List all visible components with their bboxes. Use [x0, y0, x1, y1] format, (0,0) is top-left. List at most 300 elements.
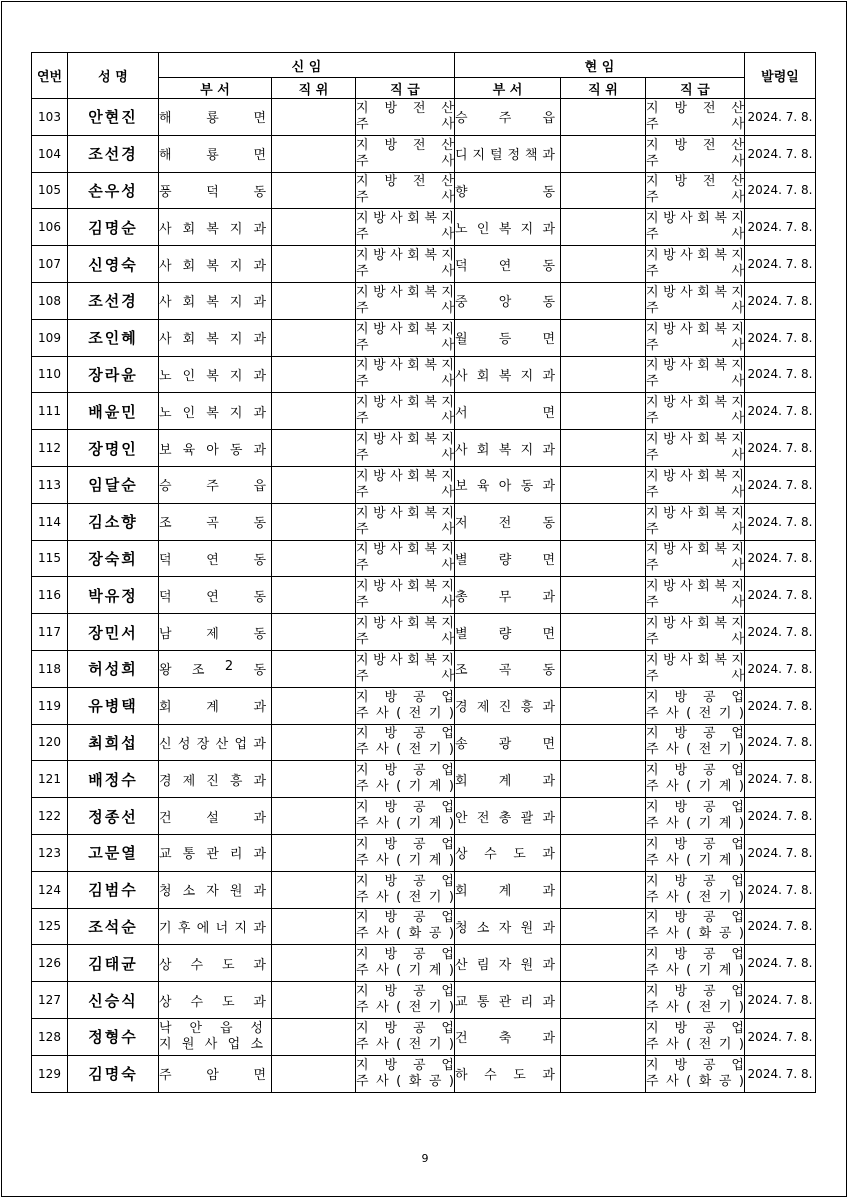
row-number: 104	[32, 135, 68, 172]
row-number: 108	[32, 282, 68, 319]
current-rank	[646, 798, 745, 835]
row-number: 120	[32, 724, 68, 761]
current-position	[561, 687, 646, 724]
person-name: 조석순	[68, 908, 159, 945]
rank-line-2: 주 사	[646, 227, 744, 243]
rank-line-1: 지 방 사 회 복 지	[646, 542, 744, 558]
rank-line-2: 주 사	[356, 632, 454, 648]
rank-line-1: 지 방 사 회 복 지	[356, 432, 454, 448]
person-name: 김명숙	[68, 1055, 159, 1092]
rank-line-2: 주 사	[646, 595, 744, 611]
current-dept	[455, 172, 561, 209]
person-name: 신승식	[68, 982, 159, 1019]
table-row	[32, 687, 816, 724]
rank-line-1: 지 방 전 산	[646, 100, 744, 116]
rank-line-2: 주 사	[356, 337, 454, 353]
current-position	[561, 982, 646, 1019]
current-rank	[646, 1018, 745, 1055]
row-number: 119	[32, 687, 68, 724]
current-position	[561, 319, 646, 356]
rank-line-2: 주 사	[356, 668, 454, 684]
rank-line-1: 지 방 사 회 복 지	[356, 652, 454, 668]
rank-line-2: 주 사	[646, 153, 744, 169]
rank-line-2: 주 사 ( 기 계 )	[646, 816, 744, 832]
rank-line-1: 지 방 사 회 복 지	[356, 211, 454, 227]
spread-text: 사 회 복 지 과	[159, 295, 266, 311]
current-position	[561, 466, 646, 503]
new-dept	[159, 871, 272, 908]
page-number: 9	[421, 1152, 429, 1165]
person-name: 장숙희	[68, 540, 159, 577]
new-rank	[356, 761, 455, 798]
rank-line-1: 지 방 공 업	[356, 873, 454, 889]
current-dept	[455, 650, 561, 687]
spread-text: 상 수 도 과	[159, 957, 266, 973]
rank-line-2: 주 사 ( 기 계 )	[646, 852, 744, 868]
current-rank	[646, 908, 745, 945]
current-dept	[455, 356, 561, 393]
new-rank	[356, 282, 455, 319]
rank-line-1: 지 방 사 회 복 지	[646, 395, 744, 411]
current-dept	[455, 393, 561, 430]
current-dept	[455, 834, 561, 871]
row-number: 125	[32, 908, 68, 945]
rank-line-1: 지 방 공 업	[646, 689, 744, 705]
rank-line-1: 지 방 사 회 복 지	[356, 616, 454, 632]
appointment-date: 2024. 7. 8.	[745, 577, 816, 614]
appointment-date: 2024. 7. 8.	[745, 761, 816, 798]
spread-text: 회 계 과	[455, 884, 555, 900]
rank-line-1: 지 방 공 업	[356, 1020, 454, 1036]
new-position	[272, 982, 356, 1019]
table-row	[32, 761, 816, 798]
rank-line-1: 지 방 사 회 복 지	[646, 505, 744, 521]
header-new-rank: 직 급	[356, 78, 455, 99]
spread-text: 사 회 복 지 과	[159, 221, 266, 237]
rank-line-2: 주 사 ( 전 기 )	[646, 705, 744, 721]
spread-text: 월 등 면	[455, 332, 555, 348]
rank-line-2: 주 사 ( 기 계 )	[646, 779, 744, 795]
rank-line-2: 주 사	[646, 264, 744, 280]
current-dept	[455, 724, 561, 761]
rank-line-2: 주 사	[356, 558, 454, 574]
rank-line-1: 지 방 사 회 복 지	[646, 579, 744, 595]
rank-line-2: 주 사 ( 화 공 )	[356, 926, 454, 942]
new-dept	[159, 945, 272, 982]
spread-text: 하 수 도 과	[455, 1068, 555, 1084]
current-rank	[646, 319, 745, 356]
rank-line-1: 지 방 공 업	[646, 984, 744, 1000]
header-name: 성 명	[68, 53, 159, 99]
spread-text: 청 소 자 원 과	[455, 920, 555, 936]
header-new-dept: 부 서	[159, 78, 272, 99]
row-number: 116	[32, 577, 68, 614]
table-row	[32, 246, 816, 283]
rank-line-1: 지 방 사 회 복 지	[356, 248, 454, 264]
appointment-date: 2024. 7. 8.	[745, 1055, 816, 1092]
personnel-table	[31, 52, 816, 1093]
new-dept	[159, 99, 272, 136]
appointment-date: 2024. 7. 8.	[745, 246, 816, 283]
appointment-date: 2024. 7. 8.	[745, 356, 816, 393]
new-dept	[159, 356, 272, 393]
new-position	[272, 430, 356, 467]
appointment-date: 2024. 7. 8.	[745, 209, 816, 246]
current-position	[561, 282, 646, 319]
header-new-group: 신 임	[159, 53, 455, 78]
current-rank	[646, 282, 745, 319]
current-rank	[646, 614, 745, 651]
current-dept	[455, 99, 561, 136]
header-no: 연번	[32, 53, 68, 99]
rank-line-2: 주 사	[646, 337, 744, 353]
appointment-date: 2024. 7. 8.	[745, 798, 816, 835]
new-rank	[356, 1055, 455, 1092]
new-dept	[159, 466, 272, 503]
person-name: 김태균	[68, 945, 159, 982]
person-name: 조선경	[68, 282, 159, 319]
new-rank	[356, 356, 455, 393]
row-number: 129	[32, 1055, 68, 1092]
spread-text: 회 계 과	[455, 773, 555, 789]
appointment-date: 2024. 7. 8.	[745, 503, 816, 540]
spread-text: 덕 연 동	[455, 258, 555, 274]
current-position	[561, 650, 646, 687]
current-dept	[455, 577, 561, 614]
person-name: 손우성	[68, 172, 159, 209]
current-position	[561, 834, 646, 871]
spread-text: 총 무 과	[455, 589, 555, 605]
rank-line-2: 주 사	[646, 668, 744, 684]
current-dept	[455, 945, 561, 982]
new-dept	[159, 503, 272, 540]
new-dept	[159, 172, 272, 209]
spread-text: 경 제 진 흥 과	[455, 700, 555, 716]
spread-text: 신 성 장 산 업 과	[159, 736, 266, 752]
spread-text: 교 통 관 리 과	[159, 847, 266, 863]
current-position	[561, 393, 646, 430]
current-position	[561, 209, 646, 246]
new-rank	[356, 135, 455, 172]
appointment-date: 2024. 7. 8.	[745, 466, 816, 503]
rank-line-1: 지 방 공 업	[646, 910, 744, 926]
appointment-date: 2024. 7. 8.	[745, 99, 816, 136]
current-position	[561, 246, 646, 283]
rank-line-2: 주 사	[646, 558, 744, 574]
rank-line-2: 주 사	[356, 227, 454, 243]
rank-line-2: 주 사	[356, 264, 454, 280]
new-rank	[356, 798, 455, 835]
table-row	[32, 135, 816, 172]
header-new-position: 직 위	[272, 78, 356, 99]
spread-text: 승 주 읍	[159, 479, 266, 495]
current-rank	[646, 99, 745, 136]
rank-line-1: 지 방 사 회 복 지	[356, 284, 454, 300]
rank-line-2: 주 사	[646, 190, 744, 206]
rank-line-1: 지 방 사 회 복 지	[356, 358, 454, 374]
new-position	[272, 172, 356, 209]
current-dept	[455, 1018, 561, 1055]
table-row	[32, 650, 816, 687]
rank-line-1: 지 방 공 업	[646, 800, 744, 816]
rank-line-2: 주 사	[646, 411, 744, 427]
appointment-date: 2024. 7. 8.	[745, 282, 816, 319]
current-rank	[646, 209, 745, 246]
rank-line-1: 지 방 사 회 복 지	[646, 211, 744, 227]
rank-line-2: 지 원 사 업 소	[159, 1036, 263, 1052]
rank-line-1: 지 방 공 업	[356, 984, 454, 1000]
row-number: 103	[32, 99, 68, 136]
new-position	[272, 908, 356, 945]
rank-line-1: 지 방 사 회 복 지	[646, 358, 744, 374]
rank-line-2: 주 사 ( 전 기 )	[646, 889, 744, 905]
appointment-date: 2024. 7. 8.	[745, 1018, 816, 1055]
person-name: 장민서	[68, 614, 159, 651]
rank-line-1: 지 방 공 업	[646, 873, 744, 889]
header-date: 발령일	[745, 53, 816, 99]
table-row	[32, 503, 816, 540]
appointment-date: 2024. 7. 8.	[745, 908, 816, 945]
rank-line-2: 주 사 ( 기 계 )	[356, 816, 454, 832]
rank-line-1: 지 방 공 업	[356, 689, 454, 705]
current-position	[561, 798, 646, 835]
appointment-date: 2024. 7. 8.	[745, 172, 816, 209]
appointment-date: 2024. 7. 8.	[745, 945, 816, 982]
row-number: 126	[32, 945, 68, 982]
person-name: 안현진	[68, 99, 159, 136]
table-row	[32, 99, 816, 136]
new-dept	[159, 798, 272, 835]
table-row	[32, 724, 816, 761]
person-name: 배정수	[68, 761, 159, 798]
table-row	[32, 430, 816, 467]
new-rank	[356, 540, 455, 577]
spread-text: 사 회 복 지 과	[159, 258, 266, 274]
current-dept	[455, 798, 561, 835]
rank-line-2: 주 사	[356, 595, 454, 611]
spread-text: 조 곡 동	[159, 516, 266, 532]
rank-line-1: 지 방 사 회 복 지	[356, 579, 454, 595]
current-position	[561, 908, 646, 945]
new-dept	[159, 687, 272, 724]
current-dept	[455, 282, 561, 319]
rank-line-1: 지 방 사 회 복 지	[356, 468, 454, 484]
row-number: 112	[32, 430, 68, 467]
table-row	[32, 577, 816, 614]
current-rank	[646, 430, 745, 467]
rank-line-2: 주 사	[356, 116, 454, 132]
spread-text: 중 앙 동	[455, 295, 555, 311]
current-rank	[646, 687, 745, 724]
current-dept	[455, 466, 561, 503]
row-number: 122	[32, 798, 68, 835]
rank-line-2: 주 사	[646, 632, 744, 648]
new-dept	[159, 1055, 272, 1092]
current-dept	[455, 1055, 561, 1092]
new-dept	[159, 650, 272, 687]
rank-line-1: 지 방 전 산	[356, 174, 454, 190]
rank-line-1: 지 방 전 산	[356, 137, 454, 153]
current-rank	[646, 172, 745, 209]
table-row	[32, 209, 816, 246]
current-rank	[646, 540, 745, 577]
spread-text: 산 림 자 원 과	[455, 957, 555, 973]
rank-line-1: 지 방 공 업	[356, 726, 454, 742]
new-position	[272, 503, 356, 540]
current-position	[561, 503, 646, 540]
person-name: 조선경	[68, 135, 159, 172]
spread-text: 건 축 과	[455, 1031, 555, 1047]
new-dept	[159, 834, 272, 871]
rank-line-1: 지 방 전 산	[356, 100, 454, 116]
current-rank	[646, 945, 745, 982]
table-body	[32, 99, 816, 1093]
spread-text: 별 량 면	[455, 552, 555, 568]
current-position	[561, 430, 646, 467]
appointment-date: 2024. 7. 8.	[745, 430, 816, 467]
current-position	[561, 135, 646, 172]
new-position	[272, 246, 356, 283]
rank-line-1: 지 방 공 업	[356, 910, 454, 926]
current-rank	[646, 356, 745, 393]
new-rank	[356, 1018, 455, 1055]
row-number: 123	[32, 834, 68, 871]
current-dept	[455, 614, 561, 651]
table-row	[32, 614, 816, 651]
person-name: 조인혜	[68, 319, 159, 356]
table-row	[32, 945, 816, 982]
current-position	[561, 871, 646, 908]
rank-line-2: 주 사 ( 기 계 )	[356, 852, 454, 868]
spread-text: 노 인 복 지 과	[159, 368, 266, 384]
rank-line-1: 지 방 사 회 복 지	[646, 321, 744, 337]
current-dept	[455, 319, 561, 356]
new-rank	[356, 871, 455, 908]
appointment-date: 2024. 7. 8.	[745, 650, 816, 687]
new-rank	[356, 246, 455, 283]
row-number: 105	[32, 172, 68, 209]
row-number: 115	[32, 540, 68, 577]
row-number: 118	[32, 650, 68, 687]
rank-line-1: 지 방 사 회 복 지	[646, 432, 744, 448]
row-number: 109	[32, 319, 68, 356]
rank-line-2: 주 사 ( 전 기 )	[356, 705, 454, 721]
table-row	[32, 282, 816, 319]
new-position	[272, 614, 356, 651]
table-row	[32, 540, 816, 577]
rank-line-1: 지 방 공 업	[646, 947, 744, 963]
rank-line-1: 지 방 사 회 복 지	[356, 542, 454, 558]
new-rank	[356, 466, 455, 503]
current-position	[561, 540, 646, 577]
new-position	[272, 650, 356, 687]
new-dept	[159, 724, 272, 761]
spread-text: 사 회 복 지 과	[159, 332, 266, 348]
person-name: 신영숙	[68, 246, 159, 283]
new-position	[272, 466, 356, 503]
current-position	[561, 356, 646, 393]
new-rank	[356, 99, 455, 136]
rank-line-1: 지 방 공 업	[646, 726, 744, 742]
rank-line-1: 지 방 공 업	[646, 1020, 744, 1036]
new-dept	[159, 614, 272, 651]
rank-line-2: 주 사	[356, 300, 454, 316]
spread-text: 서 면	[455, 405, 555, 421]
rank-line-1: 지 방 공 업	[356, 947, 454, 963]
new-dept	[159, 246, 272, 283]
spread-text: 안 전 총 괄 과	[455, 810, 555, 826]
new-rank	[356, 908, 455, 945]
new-dept	[159, 908, 272, 945]
new-position	[272, 393, 356, 430]
spread-text: 회 계 과	[159, 700, 266, 716]
new-position	[272, 798, 356, 835]
rank-line-2: 주 사	[646, 374, 744, 390]
row-number: 127	[32, 982, 68, 1019]
current-dept	[455, 908, 561, 945]
table-row	[32, 356, 816, 393]
appointment-date: 2024. 7. 8.	[745, 871, 816, 908]
current-rank	[646, 761, 745, 798]
new-position	[272, 834, 356, 871]
person-name: 유병택	[68, 687, 159, 724]
new-rank	[356, 393, 455, 430]
new-dept	[159, 319, 272, 356]
spread-text: 송 광 면	[455, 736, 555, 752]
row-number: 117	[32, 614, 68, 651]
new-rank	[356, 945, 455, 982]
row-number: 113	[32, 466, 68, 503]
spread-text: 남 제 동	[159, 626, 266, 642]
spread-text: 조 곡 동	[455, 663, 555, 679]
current-rank	[646, 650, 745, 687]
new-dept	[159, 430, 272, 467]
person-name: 최희섭	[68, 724, 159, 761]
new-dept	[159, 540, 272, 577]
table-row	[32, 798, 816, 835]
rank-line-2: 주 사 ( 화 공 )	[356, 1073, 454, 1089]
rank-line-2: 주 사	[356, 484, 454, 500]
rank-line-2: 주 사	[646, 484, 744, 500]
appointment-date: 2024. 7. 8.	[745, 982, 816, 1019]
appointment-date: 2024. 7. 8.	[745, 724, 816, 761]
spread-text: 향 동	[455, 184, 555, 200]
person-name: 김소향	[68, 503, 159, 540]
current-position	[561, 614, 646, 651]
person-name: 배윤민	[68, 393, 159, 430]
new-position	[272, 135, 356, 172]
rank-line-1: 지 방 전 산	[646, 174, 744, 190]
current-rank	[646, 577, 745, 614]
spread-text: 별 량 면	[455, 626, 555, 642]
new-rank	[356, 650, 455, 687]
rank-line-2: 주 사	[356, 190, 454, 206]
new-rank	[356, 687, 455, 724]
rank-line-1: 지 방 사 회 복 지	[356, 321, 454, 337]
rank-line-2: 주 사	[646, 448, 744, 464]
spread-text: 풍 덕 동	[159, 184, 266, 200]
person-name: 박유정	[68, 577, 159, 614]
spread-text: 기 후 에 너 지 과	[159, 920, 266, 936]
new-position	[272, 356, 356, 393]
current-rank	[646, 871, 745, 908]
spread-text: 해 룡 면	[159, 111, 266, 127]
spread-text: 해 룡 면	[159, 148, 266, 164]
spread-text: 왕 조 2 동	[159, 659, 266, 679]
rank-line-2: 주 사	[356, 521, 454, 537]
current-rank	[646, 135, 745, 172]
rank-line-2: 주 사 ( 전 기 )	[356, 1036, 454, 1052]
